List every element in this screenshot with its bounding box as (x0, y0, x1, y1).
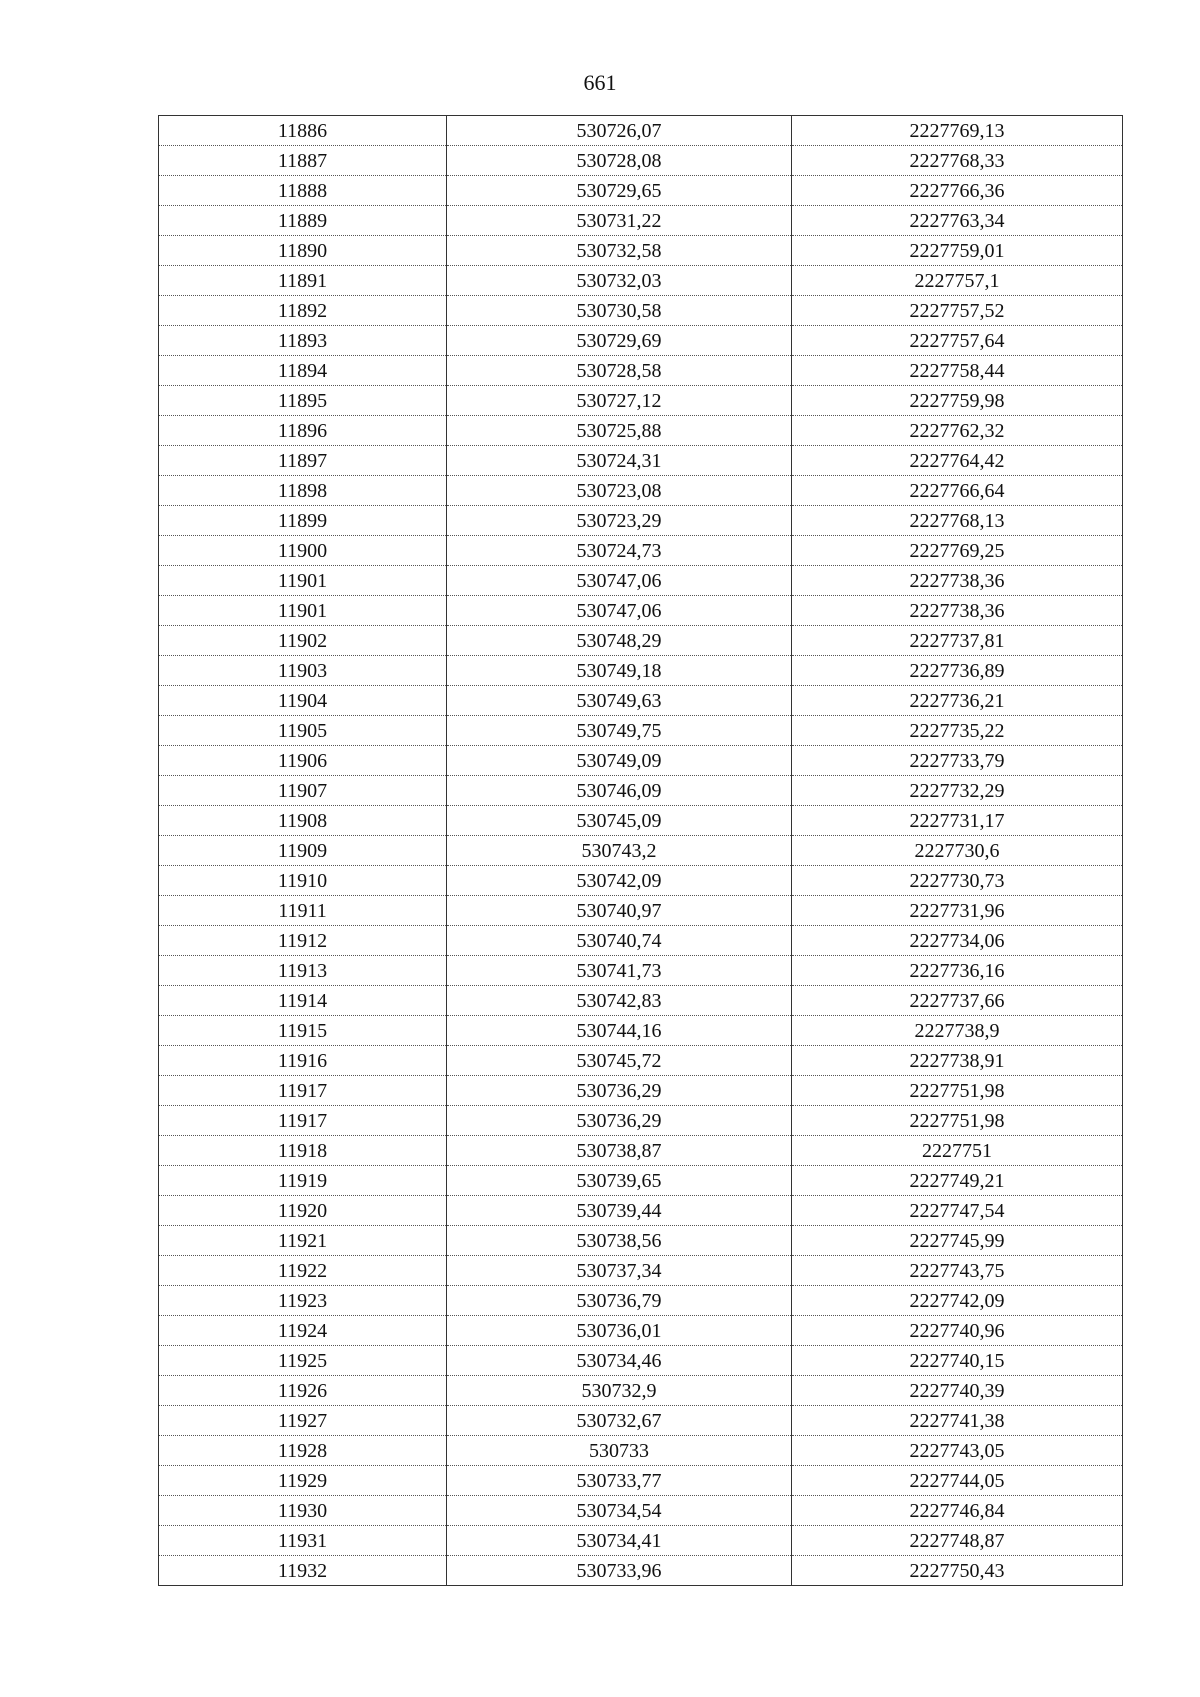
x-coordinate-cell: 530749,09 (447, 746, 792, 776)
point-number-cell: 11897 (159, 446, 447, 476)
point-number-cell: 11910 (159, 866, 447, 896)
y-coordinate-cell: 2227736,89 (792, 656, 1123, 686)
x-coordinate-cell: 530729,69 (447, 326, 792, 356)
y-coordinate-cell: 2227750,43 (792, 1556, 1123, 1586)
point-number-cell: 11899 (159, 506, 447, 536)
x-coordinate-cell: 530732,03 (447, 266, 792, 296)
y-coordinate-cell: 2227748,87 (792, 1526, 1123, 1556)
point-number-cell: 11894 (159, 356, 447, 386)
x-coordinate-cell: 530742,09 (447, 866, 792, 896)
y-coordinate-cell: 2227740,96 (792, 1316, 1123, 1346)
y-coordinate-cell: 2227762,32 (792, 416, 1123, 446)
y-coordinate-cell: 2227757,64 (792, 326, 1123, 356)
y-coordinate-cell: 2227743,75 (792, 1256, 1123, 1286)
y-coordinate-cell: 2227736,16 (792, 956, 1123, 986)
x-coordinate-cell: 530748,29 (447, 626, 792, 656)
x-coordinate-cell: 530747,06 (447, 566, 792, 596)
table-row (159, 656, 1123, 686)
x-coordinate-cell: 530745,09 (447, 806, 792, 836)
table-row (159, 1406, 1123, 1436)
x-coordinate-cell: 530736,01 (447, 1316, 792, 1346)
y-coordinate-cell: 2227738,36 (792, 596, 1123, 626)
table-row (159, 866, 1123, 896)
point-number-cell: 11929 (159, 1466, 447, 1496)
point-number-cell: 11930 (159, 1496, 447, 1526)
x-coordinate-cell: 530732,67 (447, 1406, 792, 1436)
x-coordinate-cell: 530737,34 (447, 1256, 792, 1286)
y-coordinate-cell: 2227730,6 (792, 836, 1123, 866)
x-coordinate-cell: 530736,79 (447, 1286, 792, 1316)
point-number-cell: 11886 (159, 116, 447, 146)
point-number-cell: 11925 (159, 1346, 447, 1376)
table-row (159, 116, 1123, 146)
point-number-cell: 11915 (159, 1016, 447, 1046)
x-coordinate-cell: 530729,65 (447, 176, 792, 206)
x-coordinate-cell: 530728,58 (447, 356, 792, 386)
point-number-cell: 11909 (159, 836, 447, 866)
x-coordinate-cell: 530736,29 (447, 1076, 792, 1106)
table-row (159, 476, 1123, 506)
y-coordinate-cell: 2227738,91 (792, 1046, 1123, 1076)
y-coordinate-cell: 2227730,73 (792, 866, 1123, 896)
table-row (159, 1076, 1123, 1106)
table-row (159, 986, 1123, 1016)
table-row (159, 1346, 1123, 1376)
point-number-cell: 11912 (159, 926, 447, 956)
x-coordinate-cell: 530743,2 (447, 836, 792, 866)
y-coordinate-cell: 2227744,05 (792, 1466, 1123, 1496)
point-number-cell: 11887 (159, 146, 447, 176)
point-number-cell: 11908 (159, 806, 447, 836)
point-number-cell: 11905 (159, 716, 447, 746)
y-coordinate-cell: 2227749,21 (792, 1166, 1123, 1196)
x-coordinate-cell: 530744,16 (447, 1016, 792, 1046)
x-coordinate-cell: 530749,75 (447, 716, 792, 746)
x-coordinate-cell: 530738,56 (447, 1226, 792, 1256)
x-coordinate-cell: 530725,88 (447, 416, 792, 446)
table-row (159, 1496, 1123, 1526)
point-number-cell: 11911 (159, 896, 447, 926)
table-row (159, 326, 1123, 356)
table-row (159, 746, 1123, 776)
table-row (159, 596, 1123, 626)
x-coordinate-cell: 530739,44 (447, 1196, 792, 1226)
x-coordinate-cell: 530724,31 (447, 446, 792, 476)
y-coordinate-cell: 2227768,13 (792, 506, 1123, 536)
point-number-cell: 11904 (159, 686, 447, 716)
y-coordinate-cell: 2227759,98 (792, 386, 1123, 416)
coordinates-table (158, 115, 1123, 1586)
x-coordinate-cell: 530723,08 (447, 476, 792, 506)
x-coordinate-cell: 530732,58 (447, 236, 792, 266)
point-number-cell: 11892 (159, 296, 447, 326)
point-number-cell: 11893 (159, 326, 447, 356)
table-row (159, 1316, 1123, 1346)
x-coordinate-cell: 530747,06 (447, 596, 792, 626)
y-coordinate-cell: 2227741,38 (792, 1406, 1123, 1436)
x-coordinate-cell: 530734,41 (447, 1526, 792, 1556)
y-coordinate-cell: 2227759,01 (792, 236, 1123, 266)
table-row (159, 506, 1123, 536)
table-row (159, 1106, 1123, 1136)
y-coordinate-cell: 2227743,05 (792, 1436, 1123, 1466)
y-coordinate-cell: 2227747,54 (792, 1196, 1123, 1226)
x-coordinate-cell: 530732,9 (447, 1376, 792, 1406)
y-coordinate-cell: 2227766,64 (792, 476, 1123, 506)
table-row (159, 1166, 1123, 1196)
point-number-cell: 11901 (159, 566, 447, 596)
x-coordinate-cell: 530733,77 (447, 1466, 792, 1496)
y-coordinate-cell: 2227742,09 (792, 1286, 1123, 1316)
y-coordinate-cell: 2227757,52 (792, 296, 1123, 326)
page-number: 661 (583, 70, 617, 95)
x-coordinate-cell: 530726,07 (447, 116, 792, 146)
x-coordinate-cell: 530740,74 (447, 926, 792, 956)
point-number-cell: 11889 (159, 206, 447, 236)
table-row (159, 626, 1123, 656)
y-coordinate-cell: 2227758,44 (792, 356, 1123, 386)
table-row (159, 1556, 1123, 1586)
x-coordinate-cell: 530749,63 (447, 686, 792, 716)
x-coordinate-cell: 530739,65 (447, 1166, 792, 1196)
point-number-cell: 11919 (159, 1166, 447, 1196)
y-coordinate-cell: 2227740,15 (792, 1346, 1123, 1376)
y-coordinate-cell: 2227738,36 (792, 566, 1123, 596)
table-row (159, 536, 1123, 566)
table-row (159, 296, 1123, 326)
x-coordinate-cell: 530736,29 (447, 1106, 792, 1136)
table-row (159, 836, 1123, 866)
y-coordinate-cell: 2227764,42 (792, 446, 1123, 476)
point-number-cell: 11917 (159, 1076, 447, 1106)
table-row (159, 176, 1123, 206)
table-row (159, 1436, 1123, 1466)
point-number-cell: 11895 (159, 386, 447, 416)
x-coordinate-cell: 530741,73 (447, 956, 792, 986)
coordinates-table-body (159, 116, 1123, 1586)
table-row (159, 1526, 1123, 1556)
table-row (159, 1136, 1123, 1166)
table-row (159, 416, 1123, 446)
x-coordinate-cell: 530740,97 (447, 896, 792, 926)
table-row (159, 1046, 1123, 1076)
x-coordinate-cell: 530738,87 (447, 1136, 792, 1166)
y-coordinate-cell: 2227735,22 (792, 716, 1123, 746)
point-number-cell: 11928 (159, 1436, 447, 1466)
point-number-cell: 11891 (159, 266, 447, 296)
table-row (159, 1016, 1123, 1046)
table-row (159, 386, 1123, 416)
table-row (159, 1226, 1123, 1256)
x-coordinate-cell: 530723,29 (447, 506, 792, 536)
y-coordinate-cell: 2227751,98 (792, 1076, 1123, 1106)
y-coordinate-cell: 2227757,1 (792, 266, 1123, 296)
x-coordinate-cell: 530733,96 (447, 1556, 792, 1586)
x-coordinate-cell: 530733 (447, 1436, 792, 1466)
point-number-cell: 11906 (159, 746, 447, 776)
table-row (159, 686, 1123, 716)
table-row (159, 926, 1123, 956)
table-row (159, 146, 1123, 176)
y-coordinate-cell: 2227731,96 (792, 896, 1123, 926)
point-number-cell: 11926 (159, 1376, 447, 1406)
table-row (159, 806, 1123, 836)
point-number-cell: 11924 (159, 1316, 447, 1346)
y-coordinate-cell: 2227763,34 (792, 206, 1123, 236)
y-coordinate-cell: 2227737,66 (792, 986, 1123, 1016)
table-row (159, 1286, 1123, 1316)
point-number-cell: 11914 (159, 986, 447, 1016)
y-coordinate-cell: 2227740,39 (792, 1376, 1123, 1406)
y-coordinate-cell: 2227746,84 (792, 1496, 1123, 1526)
table-row (159, 776, 1123, 806)
point-number-cell: 11917 (159, 1106, 447, 1136)
point-number-cell: 11907 (159, 776, 447, 806)
point-number-cell: 11890 (159, 236, 447, 266)
point-number-cell: 11923 (159, 1286, 447, 1316)
y-coordinate-cell: 2227751 (792, 1136, 1123, 1166)
table-row (159, 356, 1123, 386)
x-coordinate-cell: 530731,22 (447, 206, 792, 236)
table-row (159, 236, 1123, 266)
table-row (159, 1196, 1123, 1226)
x-coordinate-cell: 530734,54 (447, 1496, 792, 1526)
x-coordinate-cell: 530727,12 (447, 386, 792, 416)
point-number-cell: 11932 (159, 1556, 447, 1586)
x-coordinate-cell: 530734,46 (447, 1346, 792, 1376)
table-row (159, 1376, 1123, 1406)
x-coordinate-cell: 530749,18 (447, 656, 792, 686)
point-number-cell: 11898 (159, 476, 447, 506)
x-coordinate-cell: 530728,08 (447, 146, 792, 176)
y-coordinate-cell: 2227745,99 (792, 1226, 1123, 1256)
y-coordinate-cell: 2227737,81 (792, 626, 1123, 656)
point-number-cell: 11931 (159, 1526, 447, 1556)
y-coordinate-cell: 2227769,25 (792, 536, 1123, 566)
x-coordinate-cell: 530746,09 (447, 776, 792, 806)
point-number-cell: 11902 (159, 626, 447, 656)
y-coordinate-cell: 2227734,06 (792, 926, 1123, 956)
table-row (159, 1256, 1123, 1286)
x-coordinate-cell: 530724,73 (447, 536, 792, 566)
y-coordinate-cell: 2227732,29 (792, 776, 1123, 806)
y-coordinate-cell: 2227768,33 (792, 146, 1123, 176)
table-row (159, 716, 1123, 746)
x-coordinate-cell: 530742,83 (447, 986, 792, 1016)
point-number-cell: 11913 (159, 956, 447, 986)
x-coordinate-cell: 530730,58 (447, 296, 792, 326)
y-coordinate-cell: 2227769,13 (792, 116, 1123, 146)
y-coordinate-cell: 2227736,21 (792, 686, 1123, 716)
point-number-cell: 11888 (159, 176, 447, 206)
y-coordinate-cell: 2227766,36 (792, 176, 1123, 206)
table-row (159, 266, 1123, 296)
point-number-cell: 11927 (159, 1406, 447, 1436)
table-row (159, 1466, 1123, 1496)
table-row (159, 566, 1123, 596)
point-number-cell: 11918 (159, 1136, 447, 1166)
x-coordinate-cell: 530745,72 (447, 1046, 792, 1076)
point-number-cell: 11920 (159, 1196, 447, 1226)
point-number-cell: 11896 (159, 416, 447, 446)
table-row (159, 956, 1123, 986)
y-coordinate-cell: 2227738,9 (792, 1016, 1123, 1046)
table-row (159, 206, 1123, 236)
point-number-cell: 11921 (159, 1226, 447, 1256)
table-row (159, 896, 1123, 926)
y-coordinate-cell: 2227751,98 (792, 1106, 1123, 1136)
y-coordinate-cell: 2227731,17 (792, 806, 1123, 836)
point-number-cell: 11922 (159, 1256, 447, 1286)
y-coordinate-cell: 2227733,79 (792, 746, 1123, 776)
point-number-cell: 11901 (159, 596, 447, 626)
point-number-cell: 11900 (159, 536, 447, 566)
point-number-cell: 11916 (159, 1046, 447, 1076)
table-row (159, 446, 1123, 476)
point-number-cell: 11903 (159, 656, 447, 686)
